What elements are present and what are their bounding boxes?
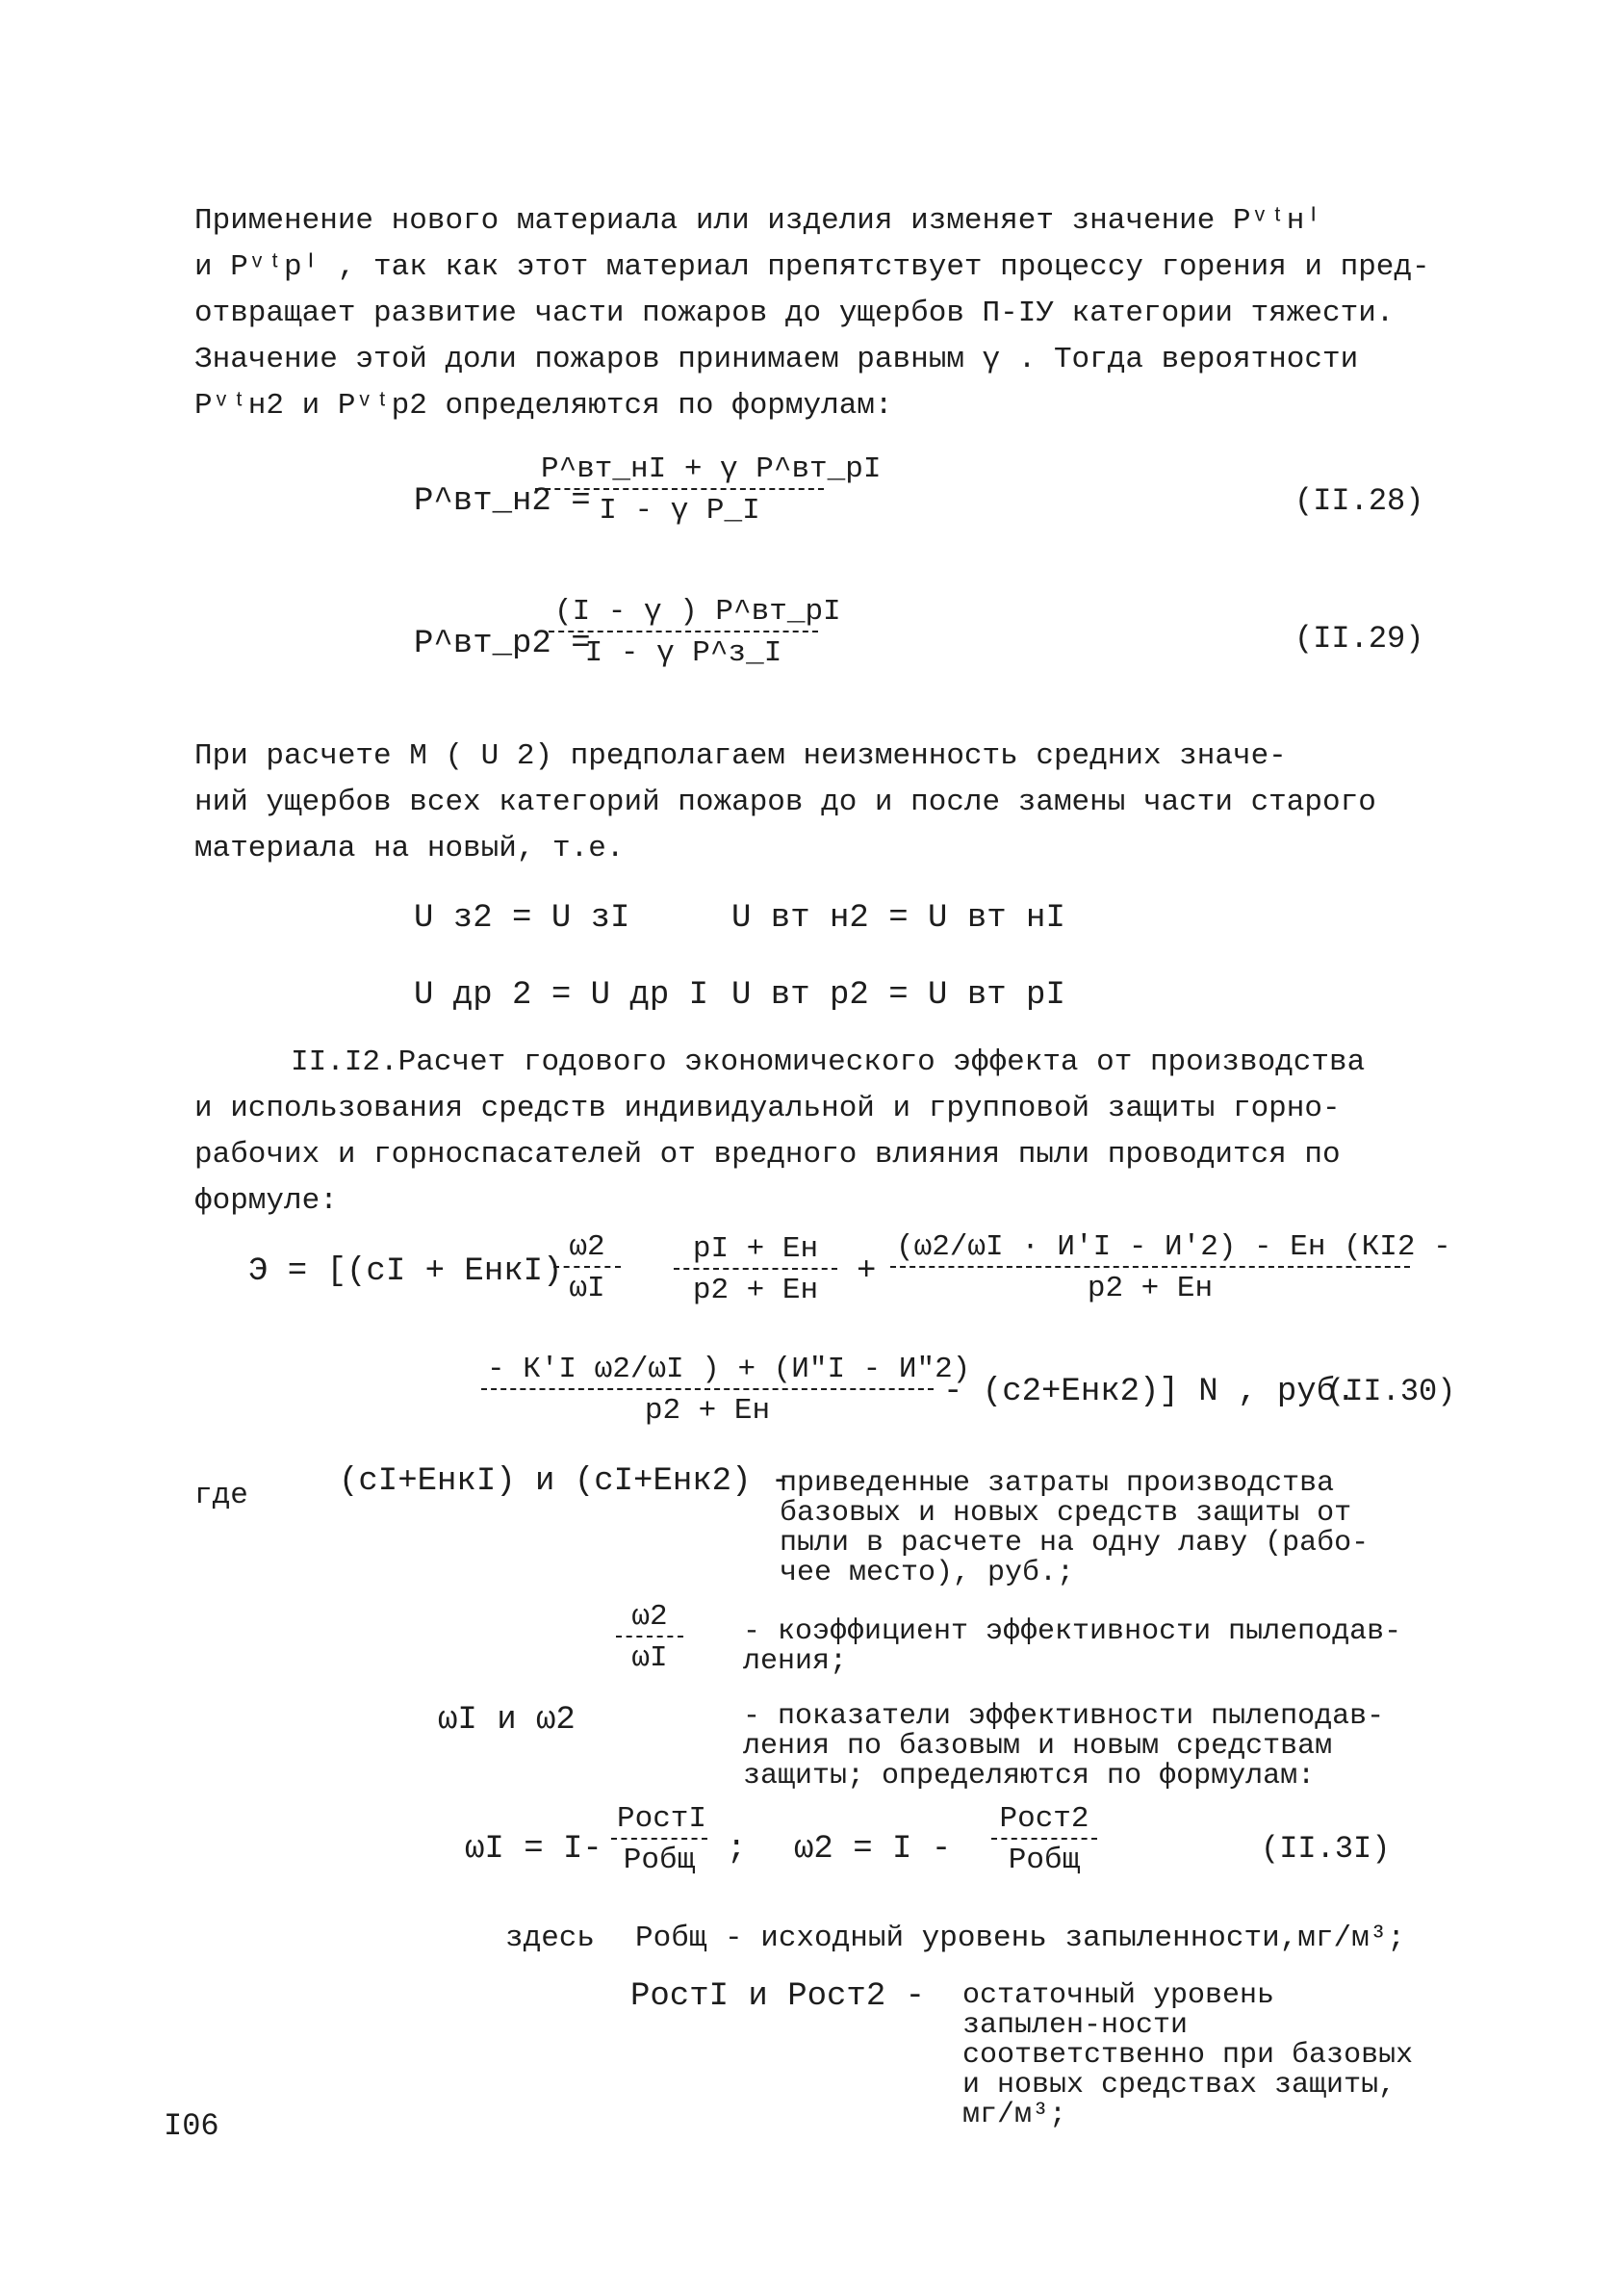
eq-II30-p-top: pI + Eн <box>674 1232 837 1270</box>
section-II12-line-4: формуле: <box>194 1184 338 1218</box>
eq-II28-numerator: P^вт_нI + γ P^вт_pI <box>535 452 824 490</box>
note2-text: остаточный уровень запылен-ности соответственно при базовых и новых средствах защиты, мг/м³; <box>962 1979 1414 2131</box>
eq-II31-left-fraction <box>611 1802 707 1877</box>
eq-II30-omega-bot: ωI <box>569 1272 605 1305</box>
eq-II30-main-top: (ω2/ωI · И′I - И′2) - Eн (КI2 - <box>890 1230 1410 1268</box>
eq-II30-omega-top: ω2 <box>553 1230 621 1268</box>
def2-text: - коэффициент эффективности пылеподав-ления; <box>743 1615 1402 1678</box>
paragraph-1-line-1: Применение нового материала или изделия изменяет значение Pᵛᵗнᴵ <box>194 204 1322 238</box>
eq-II31-left-bot: Pобщ <box>623 1844 696 1877</box>
eq-II30-line2-bot: p2 + Eн <box>644 1394 771 1428</box>
paragraph-2-line-1: При расчете M ( U 2) предполагаем неизменность средних значе- <box>194 739 1287 773</box>
eq-II31-left-lhs: ωI = I- <box>465 1831 602 1868</box>
eq-II28-fraction <box>535 452 882 528</box>
note2-term: PостI и Pост2 - <box>630 1978 926 2015</box>
eq-II29-number: (II.29) <box>1294 621 1424 657</box>
eq-II30-p-fraction <box>674 1232 837 1307</box>
eq-II29-numerator: (I - γ ) P^вт_pI <box>549 595 818 632</box>
def2-term-top: ω2 <box>616 1600 683 1638</box>
def2-term-bot: ωI <box>631 1641 668 1675</box>
paragraph-2-line-2: ний ущербов всех категорий пожаров до и после замены части старого <box>194 786 1376 819</box>
eq-II30-line2-tail: - (c2+Eнк2)] N , руб. <box>943 1374 1356 1410</box>
equality-row1-left: U з2 = U зI <box>414 900 630 937</box>
eq-II31-right-bot: Pобщ <box>1008 1844 1081 1877</box>
eq-II31-right-fraction <box>991 1802 1097 1877</box>
def1-term: (cI+EнкI) и (cI+Eнк2) - <box>339 1463 791 1500</box>
note1-label: здесь <box>505 1922 596 1955</box>
eq-II31-right-top: Pост2 <box>991 1802 1097 1840</box>
def3-term: ωI и ω2 <box>438 1702 576 1739</box>
paragraph-2-line-3: материала на новый, т.е. <box>194 832 625 865</box>
eq-II30-line2-top: - К′I ω2/ωI ) + (И″I - И″2) <box>481 1353 934 1390</box>
section-II12-line-2: и использования средств индивидуальной и групповой защиты горно- <box>194 1092 1341 1125</box>
paragraph-1-line-5: Pᵛᵗн2 и Pᵛᵗр2 определяются по формулам: <box>194 389 893 423</box>
eq-II29-fraction <box>549 595 841 670</box>
where-label: где <box>194 1479 248 1512</box>
paragraph-1-line-3: отвращает развитие части пожаров до ущербов П-IУ категории тяжести. <box>194 297 1395 330</box>
eq-II30-p-bot: p2 + Eн <box>692 1274 819 1307</box>
plus-sign: + <box>857 1253 877 1290</box>
eq-II28-number: (II.28) <box>1294 483 1424 519</box>
eq-II30-line2-fraction <box>481 1353 971 1428</box>
eq-II29-denominator: I - γ P^з_I <box>584 636 782 670</box>
paragraph-1-line-2: и Pᵛᵗрᴵ , так как этот материал препятствует процессу горения и пред- <box>194 250 1430 284</box>
equality-row2-left: U др 2 = U др I <box>414 977 709 1014</box>
eq-II30-main-bot: p2 + Eн <box>1087 1272 1214 1305</box>
paragraph-1-line-4: Значение этой доли пожаров принимаем равным γ . Тогда вероятности <box>194 343 1359 376</box>
eq-II28-denominator: I - γ P_I <box>599 494 760 528</box>
def1-text: приведенные затраты производства базовых и новых средств защиты от пыли в расчете на одну лаву (рабо-чее место), руб.; <box>780 1467 1370 1589</box>
equality-row1-right: U вт н2 = U вт нI <box>731 900 1065 937</box>
equality-row2-right: U вт р2 = U вт pI <box>731 977 1065 1014</box>
eq-II31-separator: ; <box>727 1831 747 1868</box>
eq-II30-omega-fraction <box>553 1230 621 1305</box>
def2-term <box>616 1600 683 1675</box>
def3-text: - показатели эффективности пылеподав-ления по базовым и новым средствам защиты; определяются по формулам: <box>743 1700 1385 1793</box>
section-II12-line-1: II.I2.Расчет годового экономического эффекта от производства <box>291 1045 1366 1079</box>
section-II12-line-3: рабочих и горноспасателей от вредного влияния пыли проводится по <box>194 1138 1341 1172</box>
eq-II30-main-fraction <box>890 1230 1451 1305</box>
eq-II31-right-lhs: ω2 = I - <box>794 1831 952 1868</box>
page-number: I06 <box>164 2108 219 2144</box>
eq-II30-start: Э = [(cI + EнкI) <box>248 1253 563 1290</box>
eq-II31-left-top: PостI <box>611 1802 707 1840</box>
eq-II30-number: (II.30) <box>1326 1374 1456 1409</box>
eq-II29-lhs: P^вт_р2 = <box>414 626 591 662</box>
note1-text: Pобщ - исходный уровень запыленности,мг/м³; <box>635 1922 1405 1955</box>
eq-II31-number: (II.3I) <box>1261 1831 1391 1867</box>
eq-II28-lhs: P^вт_н2 = <box>414 483 591 520</box>
